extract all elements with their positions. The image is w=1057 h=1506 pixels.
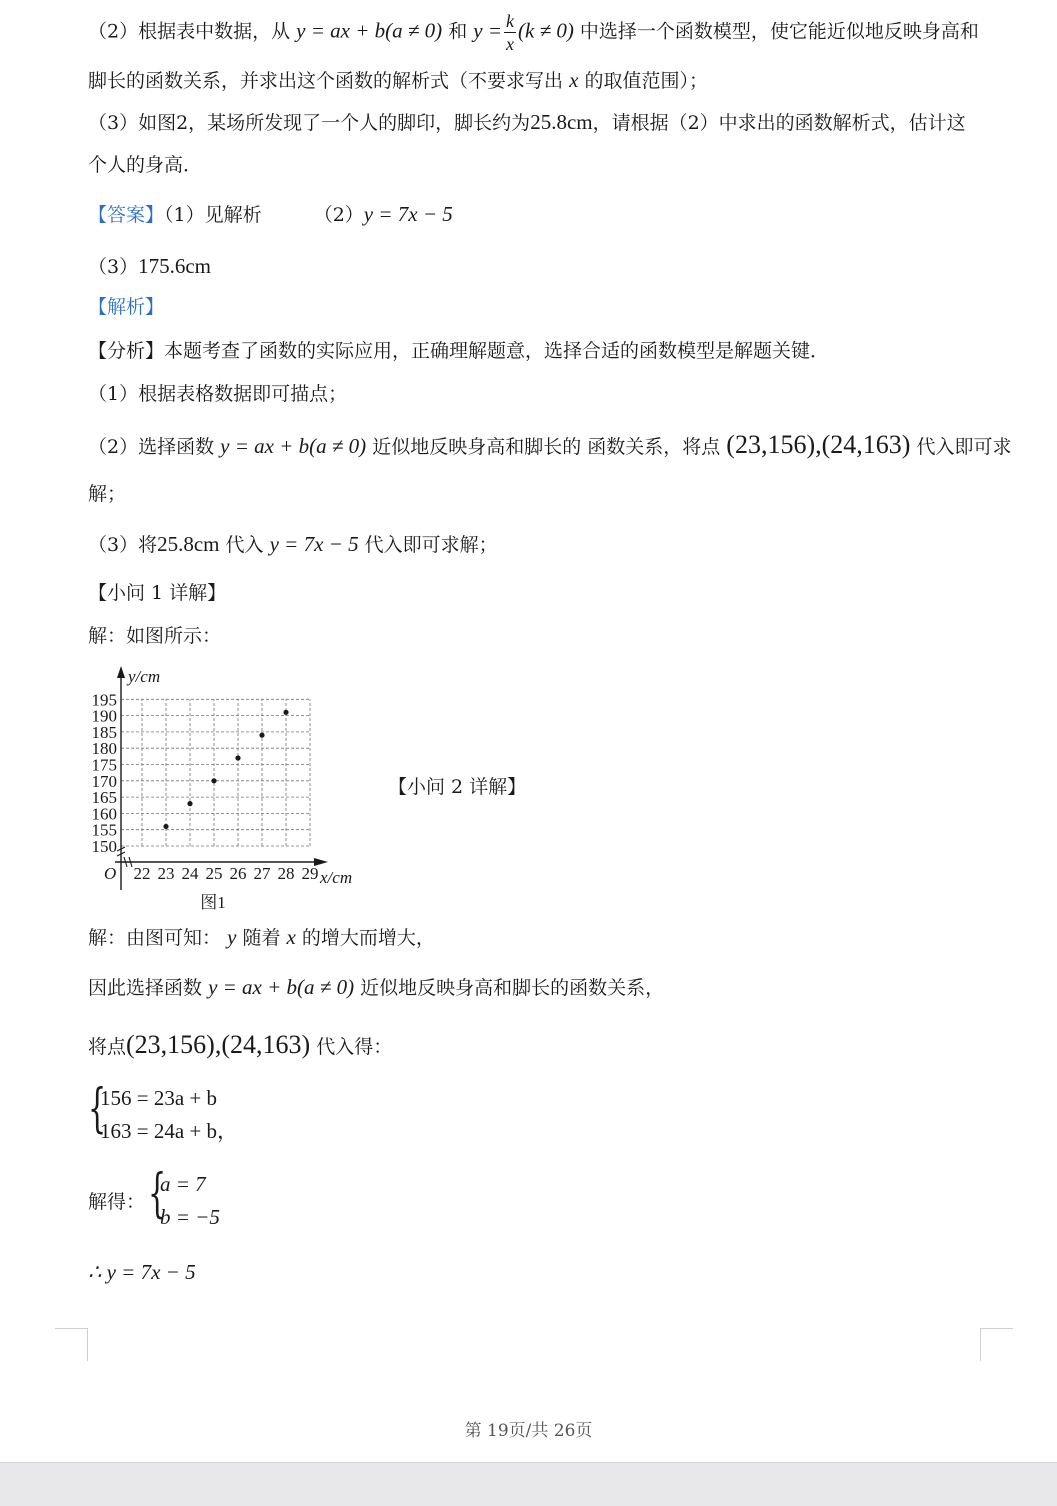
answer-line: 【答案】（1）见解析 （2）y = 7x − 5 [88,202,453,226]
y-tick-label: 155 [91,820,117,840]
solution-b: b = −5 [160,1205,220,1229]
question-2-line-2: 脚长的函数关系，并求出这个函数的解析式（不要求写出 x 的取值范围）； [88,68,708,92]
linear-model: y = ax + b(a ≠ 0) [296,18,443,43]
subquestion-2-line-3: 将点(23,156),(24,163) 代入得： [88,1030,393,1059]
subquestion-1-solution: 解：如图所示： [88,625,222,647]
analysis-step-1: （1）根据表格数据即可描点； [88,383,348,405]
y-tick-label: 170 [91,771,117,791]
subquestion-2-title: 【小问 2 详解】 [388,776,527,798]
question-3-line-2: 个人的身高． [88,154,203,176]
y-tick-label: 165 [91,788,117,808]
page-corner-left [55,1328,88,1361]
data-point [211,778,216,783]
subquestion-1-title: 【小问 1 详解】 [88,582,227,604]
origin-label: O [104,864,117,883]
chart-caption: 图1 [200,893,226,912]
page-corner-right [980,1328,1013,1361]
viewer-bottom-bar [0,1462,1057,1506]
analysis-summary: 【分析】本题考查了函数的实际应用，正确理解题意，选择合适的函数模型是解题关键． [88,340,830,362]
equation-1: 156 = 23a + b [100,1086,218,1110]
analysis-tag: 【解析】 [88,296,165,318]
answer-tag: 【答案】 [88,204,165,226]
subquestion-2-line-1: 解：由图可知： y 随着 x 的增大而增大， [88,925,435,949]
y-tick-label: 185 [91,722,117,742]
y-tick-label: 195 [91,690,117,710]
solution-a: a = 7 [160,1172,206,1196]
equation-2: 163 = 24a + b， [100,1119,239,1143]
y-tick-label: 175 [91,755,117,775]
scatter-chart [82,660,382,918]
analysis-step-3: （3）将25.8cm 代入 y = 7x − 5 代入即可求解； [88,532,498,556]
x-tick-label: 27 [253,864,271,883]
subquestion-2-line-2: 因此选择函数 y = ax + b(a ≠ 0) 近似地反映身高和脚长的函数关系， [88,975,665,999]
question-2-line-1: （2）根据表中数据，从 y = ax + b(a ≠ 0) 和 y = $\frac{k}{x}$ (k ≠ 0) 中选择一个函数模型，使它能近似地反映身高和 [88,11,979,54]
x-tick-label: 22 [133,864,151,883]
analysis-step-2-cont: 解； [88,483,127,505]
data-point [283,710,288,715]
data-point [259,733,264,738]
x-tick-label: 26 [229,864,247,883]
question-3-line-1: （3）如图2，某场所发现了一个人的脚印，脚长约为25.8cm，请根据（2）中求出的函数解析式，估计这 [88,110,966,134]
y-axis-label: y/cm [128,667,161,686]
data-point [187,801,192,806]
x-axis-label: x/cm [320,868,353,887]
y-tick-label: 190 [91,706,117,726]
k-over-x-fraction: $\frac{k}{x}$ [506,11,514,54]
final-result: ∴ y = 7x − 5 [88,1260,196,1284]
solution-brace: { [148,1164,167,1224]
x-tick-label: 24 [181,864,199,883]
data-point [163,824,168,829]
x-tick-label: 28 [277,864,295,883]
x-tick-label: 25 [205,864,223,883]
answer-3-line: （3）175.6cm [88,254,211,278]
y-tick-label: 150 [91,837,117,856]
analysis-step-2: （2）选择函数 y = ax + b(a ≠ 0) 近似地反映身高和脚长的 函数关系，将点 (23,156),(24,163) 代入即可求 [88,430,1012,459]
page-footer: 第 19页/共 26页 [464,1421,593,1441]
y-tick-label: 160 [91,804,117,824]
x-tick-label: 23 [157,864,175,883]
data-point [235,755,240,760]
x-tick-label: 29 [301,864,319,883]
y-axis-arrow [117,666,125,678]
system-brace: { [88,1079,107,1139]
y-tick-label: 180 [91,739,117,759]
solution-label: 解得： [88,1191,146,1213]
